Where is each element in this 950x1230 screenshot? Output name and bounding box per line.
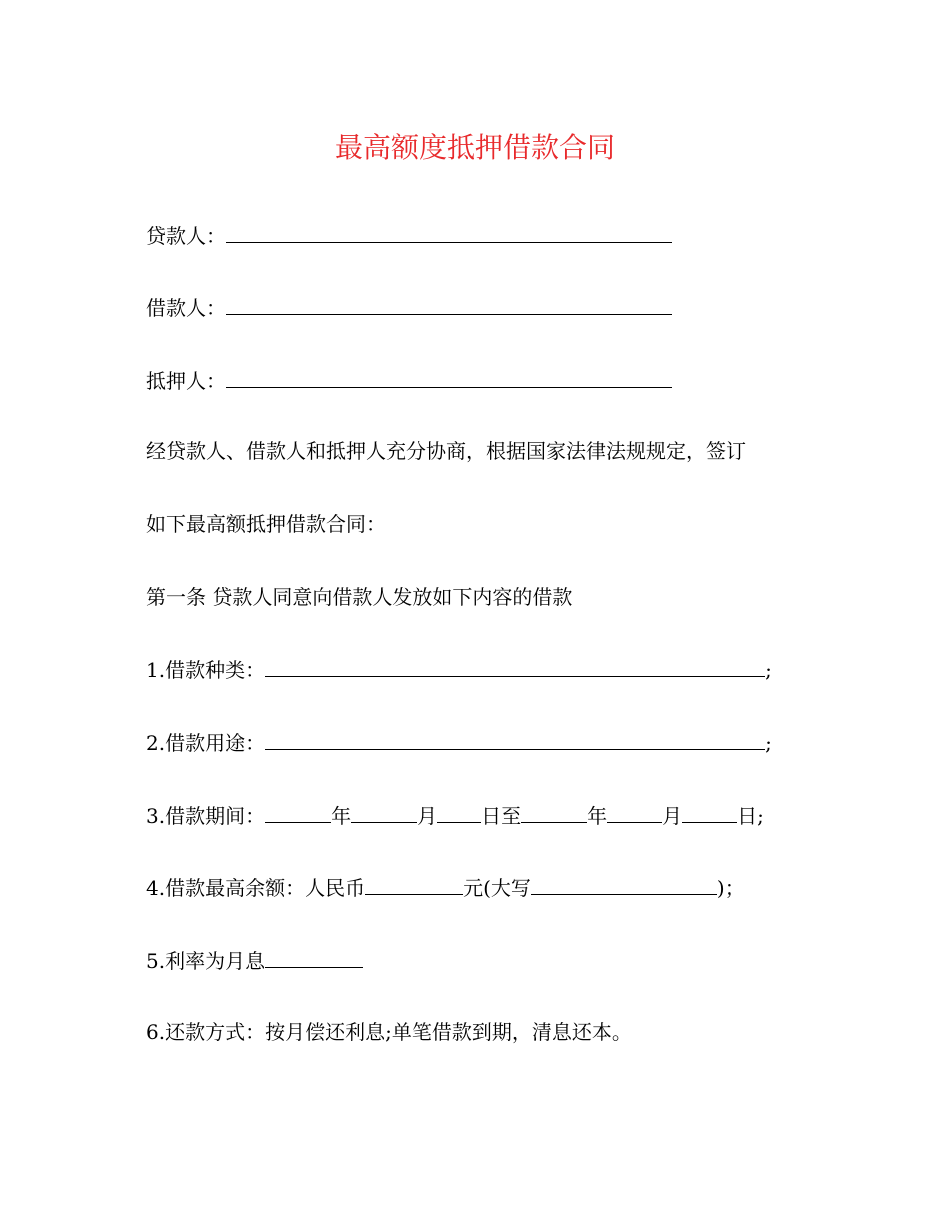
borrower-row [146, 292, 672, 323]
loan-purpose-end: ; [765, 731, 772, 755]
intro-line-2: 如下最高额抵押借款合同： [146, 512, 386, 536]
start-year-label: 年 [331, 804, 352, 828]
end-day-label: 日; [737, 804, 764, 828]
mortgagor-label: 抵押人： [146, 369, 226, 393]
max-balance-close: )； [716, 876, 745, 900]
max-balance-words-blank[interactable] [531, 872, 717, 895]
interest-rate-blank[interactable] [265, 945, 363, 968]
end-month-blank[interactable] [607, 800, 662, 823]
loan-purpose-label: 2.借款用途： [146, 731, 266, 755]
max-balance-blank[interactable] [365, 872, 463, 895]
interest-rate-row [146, 945, 363, 976]
intro-line-1: 经贷款人、借款人和抵押人充分协商，根据国家法律法规规定，签订 [146, 439, 746, 463]
interest-rate-label: 5.利率为月息 [146, 949, 266, 973]
lender-label: 贷款人： [146, 224, 226, 248]
max-balance-unit: 元(大写 [463, 876, 531, 900]
start-day-blank[interactable] [437, 800, 481, 823]
lender-blank[interactable] [226, 220, 672, 243]
start-day-label: 日至 [481, 804, 522, 828]
lender-row [146, 220, 672, 251]
end-day-blank[interactable] [682, 800, 737, 823]
loan-type-end: ; [765, 658, 772, 682]
loan-period-label: 3.借款期间： [146, 804, 266, 828]
end-year-blank[interactable] [521, 800, 587, 823]
end-month-label: 月 [662, 804, 683, 828]
loan-type-label: 1.借款种类： [146, 658, 266, 682]
mortgagor-blank[interactable] [226, 365, 672, 388]
document-title: 最高额度抵押借款合同 [334, 131, 615, 164]
borrower-label: 借款人： [146, 296, 226, 320]
max-balance-label: 4.借款最高余额：人民币 [146, 876, 366, 900]
borrower-blank[interactable] [226, 292, 672, 315]
start-year-blank[interactable] [265, 800, 331, 823]
repayment-method: 6.还款方式：按月偿还利息;单笔借款到期，清息还本。 [146, 1020, 632, 1044]
article-1-heading: 第一条 贷款人同意向借款人发放如下内容的借款 [146, 585, 573, 609]
loan-purpose-blank[interactable] [265, 727, 765, 750]
start-month-label: 月 [417, 804, 438, 828]
start-month-blank[interactable] [351, 800, 417, 823]
max-balance-row [146, 872, 745, 903]
loan-type-row [146, 654, 772, 685]
mortgagor-row [146, 365, 672, 396]
loan-period-row [146, 800, 764, 831]
loan-type-blank[interactable] [265, 654, 765, 677]
end-year-label: 年 [587, 804, 608, 828]
loan-purpose-row [146, 727, 772, 758]
